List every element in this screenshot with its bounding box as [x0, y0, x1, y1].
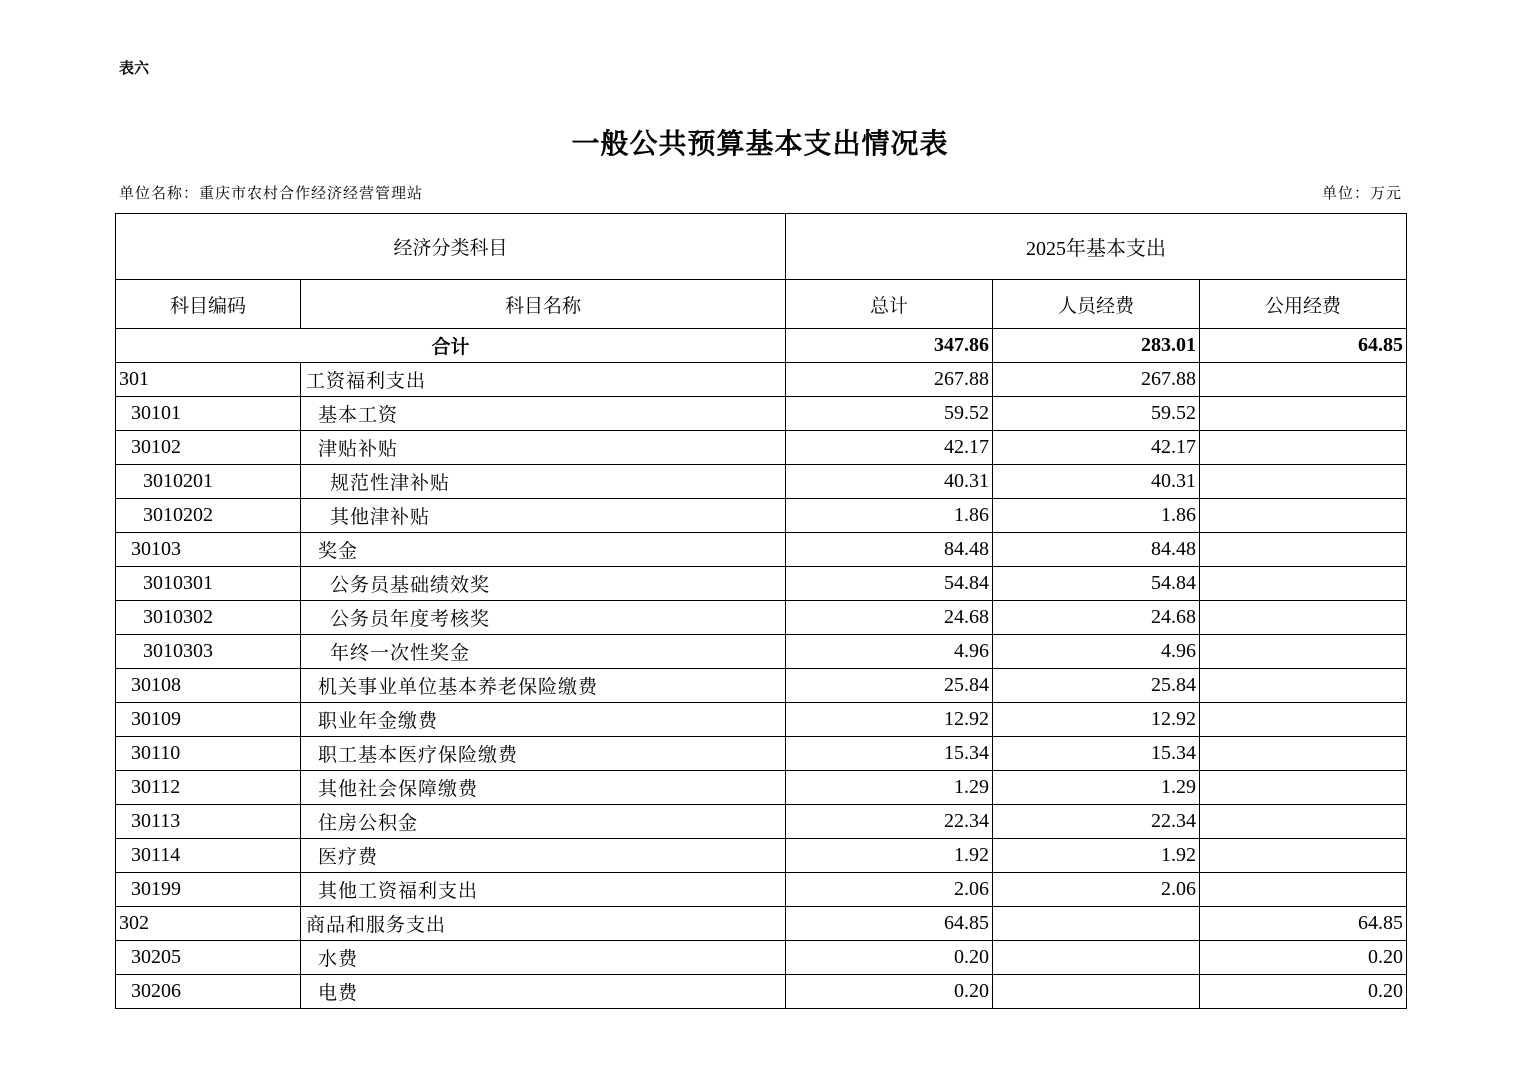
row-code: 3010302	[116, 601, 301, 635]
row-name: 奖金	[301, 533, 786, 567]
row-total: 54.84	[786, 567, 993, 601]
row-name: 工资福利支出	[301, 363, 786, 397]
table-row	[116, 737, 1407, 771]
table-row	[116, 805, 1407, 839]
unit-label: 单位：万元	[1321, 184, 1402, 202]
row-name: 津贴补贴	[301, 431, 786, 465]
row-public	[1200, 805, 1407, 839]
row-total: 12.92	[786, 703, 993, 737]
table-row	[116, 873, 1407, 907]
table-row	[116, 397, 1407, 431]
row-personnel: 84.48	[993, 533, 1200, 567]
row-code: 30108	[116, 669, 301, 703]
row-name: 电费	[301, 975, 786, 1009]
row-public	[1200, 669, 1407, 703]
row-public	[1200, 533, 1407, 567]
table-body	[116, 329, 1407, 1009]
table-row	[116, 839, 1407, 873]
row-name: 商品和服务支出	[301, 907, 786, 941]
row-total: 84.48	[786, 533, 993, 567]
row-name: 职工基本医疗保险缴费	[301, 737, 786, 771]
row-public	[1200, 601, 1407, 635]
row-personnel: 1.92	[993, 839, 1200, 873]
row-name: 机关事业单位基本养老保险缴费	[301, 669, 786, 703]
row-personnel: 24.68	[993, 601, 1200, 635]
row-public	[1200, 737, 1407, 771]
row-code: 3010303	[116, 635, 301, 669]
row-total: 0.20	[786, 975, 993, 1009]
table-row	[116, 941, 1407, 975]
row-public	[1200, 839, 1407, 873]
row-code: 3010202	[116, 499, 301, 533]
row-name: 公务员年度考核奖	[301, 601, 786, 635]
page-title: 一般公共预算基本支出情况表	[571, 127, 949, 160]
row-personnel: 22.34	[993, 805, 1200, 839]
row-public	[1200, 397, 1407, 431]
header-basic-expenditure-2025: 2025年基本支出	[786, 214, 1407, 280]
row-personnel: 2.06	[993, 873, 1200, 907]
total-public: 64.85	[1200, 329, 1407, 363]
unit-name: 单位名称：重庆市农村合作经济经营管理站	[119, 184, 424, 202]
row-public	[1200, 431, 1407, 465]
total-row	[116, 329, 1407, 363]
row-code: 30109	[116, 703, 301, 737]
table-row	[116, 533, 1407, 567]
row-code: 30114	[116, 839, 301, 873]
row-public	[1200, 499, 1407, 533]
row-name: 年终一次性奖金	[301, 635, 786, 669]
row-personnel	[993, 975, 1200, 1009]
row-code: 301	[116, 363, 301, 397]
row-personnel: 42.17	[993, 431, 1200, 465]
table-row	[116, 771, 1407, 805]
table-label: 表六	[119, 59, 150, 77]
row-total: 40.31	[786, 465, 993, 499]
table-row	[116, 907, 1407, 941]
header-public: 公用经费	[1200, 280, 1407, 329]
row-name: 其他工资福利支出	[301, 873, 786, 907]
row-personnel: 15.34	[993, 737, 1200, 771]
row-public: 0.20	[1200, 941, 1407, 975]
row-total: 1.86	[786, 499, 993, 533]
row-total: 59.52	[786, 397, 993, 431]
table-row	[116, 669, 1407, 703]
row-personnel: 25.84	[993, 669, 1200, 703]
header-name: 科目名称	[301, 280, 786, 329]
expenditure-table	[115, 213, 1407, 1009]
row-code: 30205	[116, 941, 301, 975]
header-personnel: 人员经费	[993, 280, 1200, 329]
row-personnel: 4.96	[993, 635, 1200, 669]
row-name: 职业年金缴费	[301, 703, 786, 737]
row-public	[1200, 567, 1407, 601]
row-code: 30199	[116, 873, 301, 907]
row-total: 267.88	[786, 363, 993, 397]
row-code: 302	[116, 907, 301, 941]
row-total: 4.96	[786, 635, 993, 669]
row-total: 15.34	[786, 737, 993, 771]
row-public	[1200, 363, 1407, 397]
row-public: 64.85	[1200, 907, 1407, 941]
row-public	[1200, 635, 1407, 669]
row-personnel	[993, 907, 1200, 941]
header-code: 科目编码	[116, 280, 301, 329]
row-total: 22.34	[786, 805, 993, 839]
table-row	[116, 363, 1407, 397]
row-total: 1.29	[786, 771, 993, 805]
row-personnel: 54.84	[993, 567, 1200, 601]
row-code: 30103	[116, 533, 301, 567]
row-total: 0.20	[786, 941, 993, 975]
table-row	[116, 499, 1407, 533]
total-total: 347.86	[786, 329, 993, 363]
row-total: 25.84	[786, 669, 993, 703]
row-total: 2.06	[786, 873, 993, 907]
row-name: 水费	[301, 941, 786, 975]
row-personnel: 40.31	[993, 465, 1200, 499]
row-public	[1200, 703, 1407, 737]
row-code: 3010301	[116, 567, 301, 601]
table-row	[116, 465, 1407, 499]
row-code: 30101	[116, 397, 301, 431]
table-row	[116, 567, 1407, 601]
row-personnel: 1.86	[993, 499, 1200, 533]
row-name: 公务员基础绩效奖	[301, 567, 786, 601]
row-name: 住房公积金	[301, 805, 786, 839]
row-total: 42.17	[786, 431, 993, 465]
row-code: 30110	[116, 737, 301, 771]
total-personnel: 283.01	[993, 329, 1200, 363]
row-name: 医疗费	[301, 839, 786, 873]
table-row	[116, 635, 1407, 669]
header-economic-classification: 经济分类科目	[116, 214, 786, 280]
row-total: 64.85	[786, 907, 993, 941]
row-name: 其他社会保障缴费	[301, 771, 786, 805]
row-public: 0.20	[1200, 975, 1407, 1009]
row-public	[1200, 771, 1407, 805]
row-name: 其他津补贴	[301, 499, 786, 533]
row-code: 30113	[116, 805, 301, 839]
row-personnel: 267.88	[993, 363, 1200, 397]
row-code: 30206	[116, 975, 301, 1009]
table-row	[116, 601, 1407, 635]
total-label: 合计	[116, 329, 786, 363]
row-code: 3010201	[116, 465, 301, 499]
row-total: 24.68	[786, 601, 993, 635]
row-name: 基本工资	[301, 397, 786, 431]
row-code: 30102	[116, 431, 301, 465]
row-personnel: 12.92	[993, 703, 1200, 737]
row-personnel	[993, 941, 1200, 975]
row-public	[1200, 465, 1407, 499]
table-row	[116, 975, 1407, 1009]
table-row	[116, 431, 1407, 465]
row-total: 1.92	[786, 839, 993, 873]
row-personnel: 59.52	[993, 397, 1200, 431]
header-total: 总计	[786, 280, 993, 329]
row-name: 规范性津补贴	[301, 465, 786, 499]
table-row	[116, 703, 1407, 737]
row-personnel: 1.29	[993, 771, 1200, 805]
row-public	[1200, 873, 1407, 907]
row-code: 30112	[116, 771, 301, 805]
